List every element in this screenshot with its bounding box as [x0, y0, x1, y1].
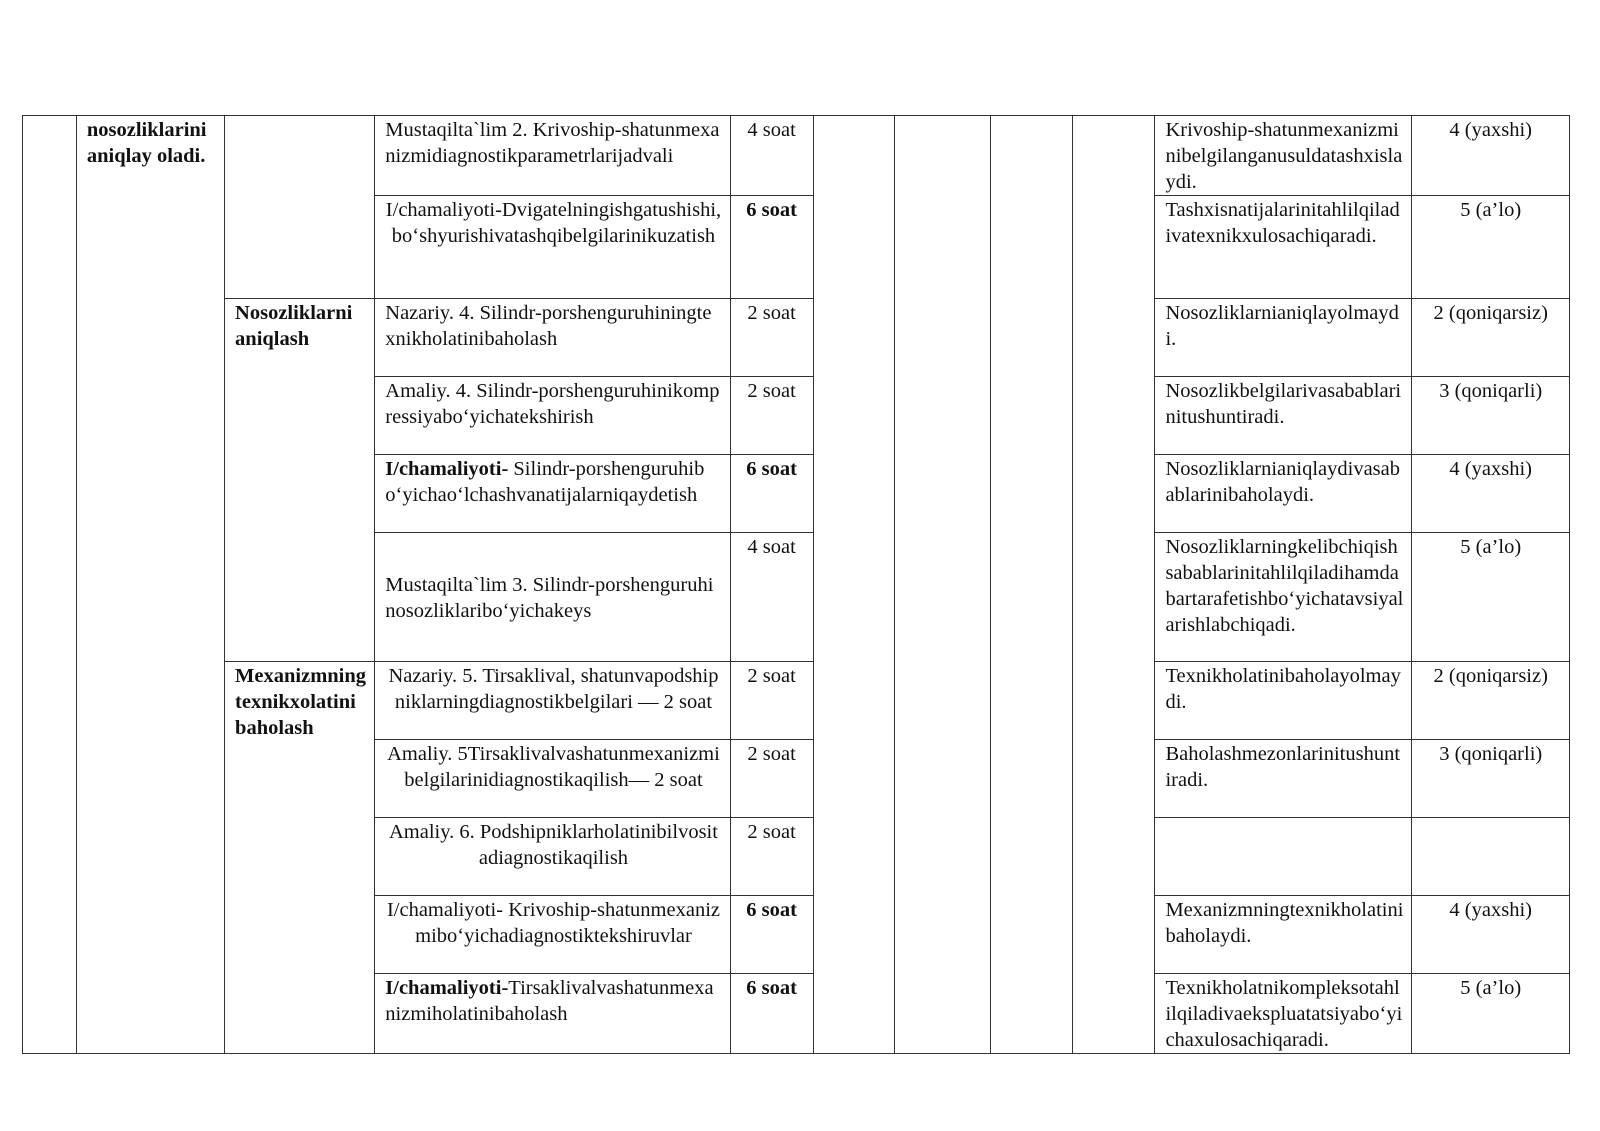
- table-row: [23, 662, 1570, 740]
- topic-cell: [225, 116, 375, 299]
- assessment-criterion-cell: Baholashmezonlarinitushuntiradi.: [1155, 740, 1412, 818]
- lesson-cell: [375, 455, 730, 533]
- hours-cell: 6 soat: [730, 455, 813, 533]
- lesson-text: I/chamaliyoti- Krivoship-shatunmexanizmibo‘yichadiagnostiktekshiruvlar: [386, 899, 720, 947]
- empty-col-c: [990, 116, 1072, 1054]
- grade-cell: 2 (qoniqarsiz): [1412, 299, 1570, 377]
- lesson-text: Mustaqilta`lim 3. Silindr-porshenguruhinosozliklaribo‘yichakeys: [385, 573, 714, 622]
- assessment-criterion-cell: Nosozliklarnianiqlaydivasabablarinibaholaydi.: [1155, 455, 1412, 533]
- topic-cell: Mexanizmningtexnikxolatinibaholash: [225, 662, 375, 1054]
- lesson-text: Nazariy. 4. Silindr-porshenguruhiningtexnikholatinibaholash: [385, 302, 712, 350]
- lesson-text: Mustaqilta`lim 2. Krivoship-shatunmexanizmidiagnostikparametrlarijadvali: [385, 119, 720, 167]
- empty-col-a: [813, 116, 895, 1054]
- lesson-cell: [375, 299, 730, 377]
- assessment-criterion-cell: Nosozliklarnianiqlayolmaydi.: [1155, 299, 1412, 377]
- grade-cell: 4 (yaxshi): [1412, 455, 1570, 533]
- lesson-type-label: I/chamaliyoti-: [385, 458, 509, 480]
- grade-cell: 2 (qoniqarsiz): [1412, 662, 1570, 740]
- grade-cell: 5 (a’lo): [1412, 533, 1570, 662]
- lesson-text: Silindr-porshenguruhibo‘yichao‘lchashvanatijalarniqaydetish: [385, 458, 705, 506]
- lesson-cell: [375, 116, 730, 196]
- lesson-cell: [375, 974, 730, 1054]
- hours-cell: 2 soat: [730, 662, 813, 740]
- hours-cell: 2 soat: [730, 740, 813, 818]
- table-row: [23, 116, 1570, 196]
- hours-cell: 2 soat: [730, 299, 813, 377]
- assessment-criterion-cell: Texnikholatinibaholayolmaydi.: [1155, 662, 1412, 740]
- hours-cell: 6 soat: [730, 196, 813, 299]
- table-body: [23, 116, 1570, 1054]
- hours-cell: 2 soat: [730, 818, 813, 896]
- learning-outcome-cell: nosozliklarini aniqlay oladi.: [76, 116, 224, 1054]
- lesson-cell: [375, 196, 730, 299]
- lesson-text: Tirsaklivalvashatunmexanizmiholatinibaholash: [385, 977, 714, 1025]
- grade-cell: 5 (a’lo): [1412, 196, 1570, 299]
- hours-cell: 2 soat: [730, 377, 813, 455]
- grade-cell: 3 (qoniqarli): [1412, 740, 1570, 818]
- competency-table: [22, 115, 1570, 1054]
- lesson-type-label: I/chamaliyoti-: [385, 977, 509, 999]
- lesson-cell: [375, 377, 730, 455]
- lesson-text: Amaliy. 5Tirsaklivalvashatunmexanizmibelgilarinidiagnostikaqilish— 2 soat: [387, 743, 720, 791]
- assessment-criterion-cell: Tashxisnatijalarinitahlilqiladivatexnikxulosachiqaradi.: [1155, 196, 1412, 299]
- lesson-cell: [375, 662, 730, 740]
- assessment-criterion-cell: Krivoship-shatunmexanizminibelgilanganusuldatashxislaydi.: [1155, 116, 1412, 196]
- assessment-criterion-cell: Nosozliklarningkelibchiqishsabablarinitahlilqiladihamdabartarafetishbo‘yichatavsiyalarishlabchiqadi.: [1155, 533, 1412, 662]
- hours-cell: 4 soat: [730, 533, 813, 662]
- lesson-text: Amaliy. 4. Silindr-porshenguruhinikompressiyabo‘yichatekshirish: [385, 380, 720, 428]
- grade-cell: 4 (yaxshi): [1412, 896, 1570, 974]
- hours-cell: 6 soat: [730, 974, 813, 1054]
- lesson-cell: [375, 533, 730, 662]
- grade-cell: [1412, 818, 1570, 896]
- lesson-cell: [375, 818, 730, 896]
- lesson-text: I/chamaliyoti-Dvigatelningishgatushishi, bo‘shyurishivatashqibelgilarinikuzatish: [385, 199, 722, 247]
- lesson-cell: [375, 896, 730, 974]
- lesson-text: Nazariy. 5. Tirsaklival, shatunvapodshipniklarningdiagnostikbelgilari — 2 soat: [388, 665, 719, 713]
- topic-cell: Nosozliklarni aniqlash: [225, 299, 375, 662]
- table-row: [23, 299, 1570, 377]
- grade-cell: 5 (a’lo): [1412, 974, 1570, 1054]
- grade-cell: 4 (yaxshi): [1412, 116, 1570, 196]
- assessment-criterion-cell: Texnikholatnikompleksotahlilqiladivaekspluatatsiyabo‘yichaxulosachiqaradi.: [1155, 974, 1412, 1054]
- assessment-criterion-cell: Nosozlikbelgilarivasabablarinitushuntiradi.: [1155, 377, 1412, 455]
- hours-cell: 6 soat: [730, 896, 813, 974]
- empty-col-b: [895, 116, 990, 1054]
- empty-col-d: [1072, 116, 1155, 1054]
- lesson-text: Amaliy. 6. Podshipniklarholatinibilvositadiagnostikaqilish: [389, 821, 718, 869]
- hours-cell: 4 soat: [730, 116, 813, 196]
- assessment-criterion-cell: Mexanizmningtexnikholatinibaholaydi.: [1155, 896, 1412, 974]
- grade-cell: 3 (qoniqarli): [1412, 377, 1570, 455]
- number-cell: [23, 116, 77, 1054]
- assessment-criterion-cell: [1155, 818, 1412, 896]
- lesson-cell: [375, 740, 730, 818]
